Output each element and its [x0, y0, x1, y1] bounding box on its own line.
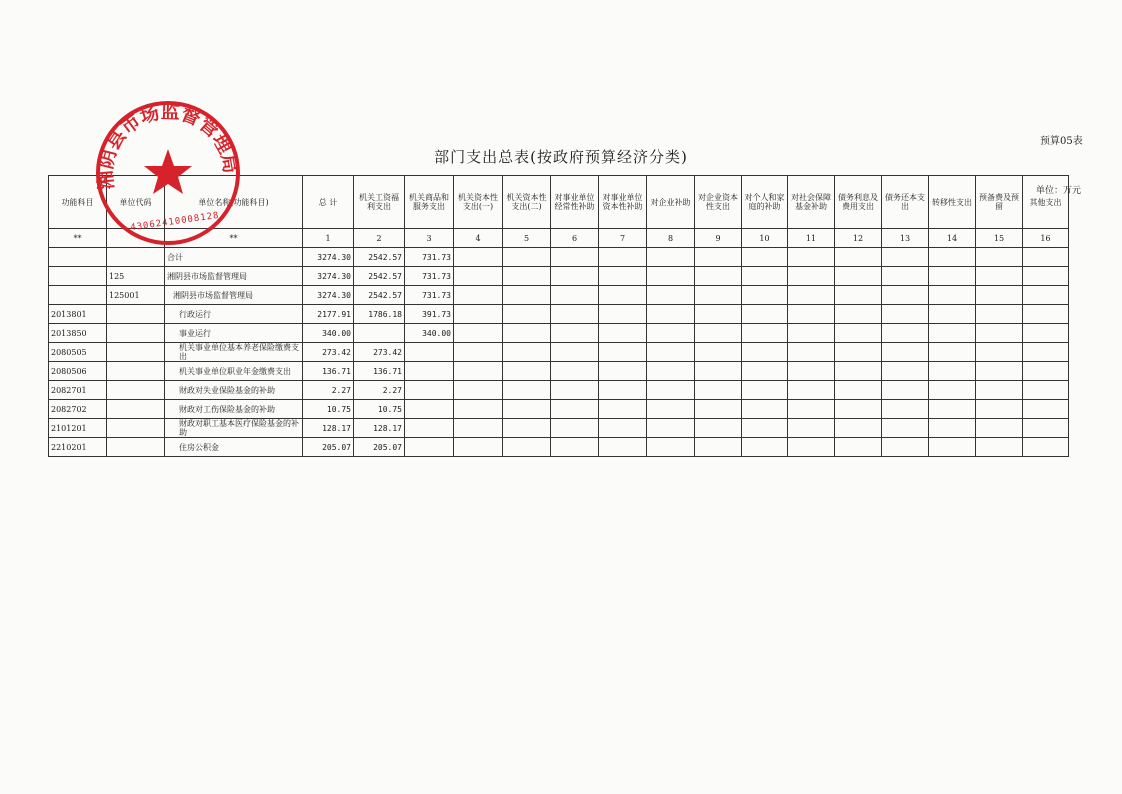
table-cell: 273.42 — [303, 343, 354, 362]
table-cell: 2 — [354, 229, 405, 248]
table-cell: 住房公积金 — [165, 438, 303, 457]
table-cell: 2542.57 — [354, 267, 405, 286]
table-cell — [742, 286, 788, 305]
table-cell: 3274.30 — [303, 248, 354, 267]
table-cell — [454, 324, 503, 343]
table-cell — [976, 324, 1023, 343]
table-cell: 合计 — [165, 248, 303, 267]
table-cell — [976, 400, 1023, 419]
table-cell: 731.73 — [405, 267, 454, 286]
table-cell — [551, 324, 599, 343]
table-cell: 2177.91 — [303, 305, 354, 324]
table-cell — [405, 438, 454, 457]
table-cell — [1023, 248, 1069, 267]
table-cell: 财政对职工基本医疗保险基金的补助 — [165, 419, 303, 438]
table-cell — [503, 305, 551, 324]
table-cell — [1023, 324, 1069, 343]
table-cell: 125 — [107, 267, 165, 286]
table-cell: 湘阴县市场监督管理局 — [165, 286, 303, 305]
table-cell: 2013801 — [49, 305, 107, 324]
table-cell — [503, 248, 551, 267]
table-cell — [647, 381, 695, 400]
table-row — [49, 324, 1069, 343]
table-cell: 机关资本性支出(一) — [454, 176, 503, 229]
table-cell: 2101201 — [49, 419, 107, 438]
table-cell — [599, 267, 647, 286]
table-cell — [454, 248, 503, 267]
table-cell — [882, 419, 929, 438]
table-cell — [929, 343, 976, 362]
table-cell: 对事业单位经常性补助 — [551, 176, 599, 229]
table-cell — [503, 381, 551, 400]
table-cell — [835, 343, 882, 362]
table-cell — [647, 286, 695, 305]
table-cell — [695, 362, 742, 381]
table-cell: 债务还本支出 — [882, 176, 929, 229]
table-cell: 5 — [503, 229, 551, 248]
table-cell: 2013850 — [49, 324, 107, 343]
table-cell: 事业运行 — [165, 324, 303, 343]
table-cell — [354, 324, 405, 343]
table-cell — [1023, 267, 1069, 286]
table-cell — [835, 248, 882, 267]
table-cell — [976, 438, 1023, 457]
table-cell — [695, 419, 742, 438]
table-cell — [599, 286, 647, 305]
table-cell: 1 — [303, 229, 354, 248]
table-cell — [1023, 381, 1069, 400]
table-cell — [882, 305, 929, 324]
table-cell: 4 — [454, 229, 503, 248]
table-cell: 对个人和家庭的补助 — [742, 176, 788, 229]
table-cell: 136.71 — [303, 362, 354, 381]
table-cell — [647, 343, 695, 362]
table-cell — [742, 381, 788, 400]
table-cell — [49, 248, 107, 267]
table-row — [49, 362, 1069, 381]
table-cell: 9 — [695, 229, 742, 248]
table-cell: 340.00 — [405, 324, 454, 343]
table-cell — [882, 248, 929, 267]
table-cell: 13 — [882, 229, 929, 248]
table-cell — [107, 362, 165, 381]
table-cell — [929, 381, 976, 400]
table-cell — [599, 343, 647, 362]
table-cell: 14 — [929, 229, 976, 248]
table-cell — [551, 305, 599, 324]
unit-label: 单位：万元 — [1036, 186, 1082, 196]
table-cell — [551, 419, 599, 438]
table-cell — [454, 267, 503, 286]
table-cell: 10 — [742, 229, 788, 248]
table-cell — [976, 305, 1023, 324]
table-cell — [49, 267, 107, 286]
table-cell: 3 — [405, 229, 454, 248]
table-cell — [835, 381, 882, 400]
table-cell: 对企业补助 — [647, 176, 695, 229]
table-cell — [695, 267, 742, 286]
table-cell: 转移性支出 — [929, 176, 976, 229]
table-cell — [503, 400, 551, 419]
table-cell — [835, 419, 882, 438]
table-cell — [551, 438, 599, 457]
table-cell — [835, 400, 882, 419]
table-cell — [929, 362, 976, 381]
table-cell: 2210201 — [49, 438, 107, 457]
table-cell — [1023, 362, 1069, 381]
seal-ring-text: 湘阴县市场监督管理局 — [94, 100, 242, 191]
table-cell — [107, 419, 165, 438]
table-cell: 128.17 — [303, 419, 354, 438]
table-cell — [695, 305, 742, 324]
table-cell — [788, 438, 835, 457]
table-cell — [929, 248, 976, 267]
table-cell — [929, 324, 976, 343]
table-cell — [788, 324, 835, 343]
table-cell — [882, 267, 929, 286]
table-cell — [454, 343, 503, 362]
table-cell: 湘阴县市场监督管理局 — [165, 267, 303, 286]
table-cell: ** — [165, 229, 303, 248]
table-cell — [788, 419, 835, 438]
table-cell — [647, 400, 695, 419]
table-cell — [976, 362, 1023, 381]
table-cell — [503, 286, 551, 305]
table-cell: 对企业资本性支出 — [695, 176, 742, 229]
table-cell: 205.07 — [303, 438, 354, 457]
table-cell — [695, 324, 742, 343]
table-cell — [976, 419, 1023, 438]
table-cell: 8 — [647, 229, 695, 248]
table-cell: 16 — [1023, 229, 1069, 248]
table-cell — [49, 286, 107, 305]
table-cell — [107, 400, 165, 419]
table-cell — [788, 267, 835, 286]
table-row — [49, 438, 1069, 457]
table-cell — [929, 419, 976, 438]
table-cell — [599, 324, 647, 343]
table-cell — [742, 267, 788, 286]
table-cell: 128.17 — [354, 419, 405, 438]
table-cell — [599, 362, 647, 381]
table-row — [49, 267, 1069, 286]
table-cell — [1023, 343, 1069, 362]
table-cell — [788, 305, 835, 324]
table-cell — [882, 381, 929, 400]
table-cell — [405, 381, 454, 400]
table-cell — [835, 324, 882, 343]
table-cell — [599, 381, 647, 400]
table-cell: 3274.30 — [303, 267, 354, 286]
table-cell — [695, 286, 742, 305]
table-row — [49, 343, 1069, 362]
table-cell: 机关商品和服务支出 — [405, 176, 454, 229]
table-cell: 125001 — [107, 286, 165, 305]
table-cell — [647, 248, 695, 267]
table-cell — [976, 248, 1023, 267]
table-cell — [454, 400, 503, 419]
table-cell — [976, 267, 1023, 286]
table-cell — [551, 381, 599, 400]
seal-number: 430624100081​28 — [129, 210, 221, 234]
table-cell: 1786.18 — [354, 305, 405, 324]
table-cell: 机关事业单位职业年金缴费支出 — [165, 362, 303, 381]
table-cell — [107, 305, 165, 324]
table-cell — [835, 267, 882, 286]
table-index-row — [49, 229, 1069, 248]
table-cell — [835, 438, 882, 457]
table-cell: 其他支出 — [1023, 176, 1069, 229]
table-cell — [107, 343, 165, 362]
page-title: 部门支出总表(按政府预算经济分类) — [434, 148, 688, 166]
table-cell: 单位名称(功能科目) — [165, 176, 303, 229]
table-cell — [1023, 419, 1069, 438]
table-cell — [551, 400, 599, 419]
table-cell — [742, 305, 788, 324]
table-cell — [882, 362, 929, 381]
table-cell — [788, 248, 835, 267]
table-cell — [929, 286, 976, 305]
table-cell — [107, 381, 165, 400]
table-cell — [107, 324, 165, 343]
table-cell — [503, 362, 551, 381]
table-cell: 2542.57 — [354, 248, 405, 267]
table-cell — [405, 419, 454, 438]
table-cell: 2080506 — [49, 362, 107, 381]
table-cell — [882, 400, 929, 419]
table-cell — [788, 343, 835, 362]
table-cell — [405, 343, 454, 362]
table-cell: 10.75 — [354, 400, 405, 419]
table-cell: 731.73 — [405, 248, 454, 267]
table-cell — [695, 248, 742, 267]
table-cell — [599, 248, 647, 267]
table-cell — [742, 438, 788, 457]
table-cell — [551, 362, 599, 381]
table-cell: 机关资本性支出(二) — [503, 176, 551, 229]
table-cell: 731.73 — [405, 286, 454, 305]
table-cell: 7 — [599, 229, 647, 248]
table-cell: 391.73 — [405, 305, 454, 324]
table-row — [49, 286, 1069, 305]
table-cell — [599, 305, 647, 324]
table-cell — [647, 419, 695, 438]
table-cell — [405, 400, 454, 419]
table-cell: 对社会保障基金补助 — [788, 176, 835, 229]
table-cell: 预备费及预留 — [976, 176, 1023, 229]
table-cell — [742, 343, 788, 362]
table-row — [49, 419, 1069, 438]
table-row — [49, 400, 1069, 419]
table-row — [49, 381, 1069, 400]
table-row — [49, 248, 1069, 267]
table-cell — [454, 362, 503, 381]
table-cell: 财政对失业保险基金的补助 — [165, 381, 303, 400]
table-cell — [835, 286, 882, 305]
table-cell: 6 — [551, 229, 599, 248]
table-cell: 136.71 — [354, 362, 405, 381]
table-cell — [742, 419, 788, 438]
table-cell — [882, 343, 929, 362]
table-cell — [976, 381, 1023, 400]
table-cell — [835, 305, 882, 324]
table-cell: ** — [49, 229, 107, 248]
table-cell — [551, 248, 599, 267]
table-cell: 总 计 — [303, 176, 354, 229]
table-cell — [1023, 305, 1069, 324]
table-cell — [976, 286, 1023, 305]
table-cell — [695, 400, 742, 419]
table-cell — [882, 286, 929, 305]
table-cell — [599, 419, 647, 438]
table-cell — [551, 286, 599, 305]
table-cell: 2.27 — [303, 381, 354, 400]
table-cell: 273.42 — [354, 343, 405, 362]
table-cell — [503, 419, 551, 438]
table-cell — [1023, 286, 1069, 305]
table-cell — [503, 438, 551, 457]
table-cell — [742, 400, 788, 419]
table-cell — [835, 362, 882, 381]
table-cell — [647, 438, 695, 457]
table-cell — [454, 438, 503, 457]
table-cell — [929, 438, 976, 457]
table-cell — [788, 381, 835, 400]
table-cell: 11 — [788, 229, 835, 248]
table-cell — [1023, 400, 1069, 419]
table-cell: 2082702 — [49, 400, 107, 419]
table-cell: 15 — [976, 229, 1023, 248]
table-cell — [405, 362, 454, 381]
table-cell: 205.07 — [354, 438, 405, 457]
table-cell — [929, 400, 976, 419]
table-cell — [929, 267, 976, 286]
table-cell: 12 — [835, 229, 882, 248]
table-cell: 对事业单位资本性补助 — [599, 176, 647, 229]
table-cell — [695, 438, 742, 457]
table-cell — [929, 305, 976, 324]
table-cell — [503, 343, 551, 362]
table-cell: 2082701 — [49, 381, 107, 400]
table-cell — [107, 248, 165, 267]
table-cell — [742, 324, 788, 343]
table-cell — [788, 362, 835, 381]
table-cell: 机关工资福利支出 — [354, 176, 405, 229]
table-cell — [599, 400, 647, 419]
table-cell — [503, 324, 551, 343]
table-cell — [454, 419, 503, 438]
table-cell — [551, 267, 599, 286]
table-cell — [454, 305, 503, 324]
table-cell — [788, 400, 835, 419]
table-cell: 340.00 — [303, 324, 354, 343]
table-cell: 债务利息及费用支出 — [835, 176, 882, 229]
table-cell: 行政运行 — [165, 305, 303, 324]
table-cell — [551, 343, 599, 362]
table-cell — [976, 343, 1023, 362]
table-cell — [742, 362, 788, 381]
table-cell — [503, 267, 551, 286]
table-cell — [454, 286, 503, 305]
table-cell — [882, 324, 929, 343]
table-cell — [695, 343, 742, 362]
table-cell — [454, 381, 503, 400]
table-cell — [1023, 438, 1069, 457]
table-cell: 机关事业单位基本养老保险缴费支出 — [165, 343, 303, 362]
table-cell — [742, 248, 788, 267]
table-cell — [599, 438, 647, 457]
table-cell: 3274.30 — [303, 286, 354, 305]
form-number: 预算05表 — [1040, 136, 1083, 147]
table-row — [49, 305, 1069, 324]
table-cell: 10.75 — [303, 400, 354, 419]
table-cell: 2542.57 — [354, 286, 405, 305]
table-cell — [882, 438, 929, 457]
table-cell: 功能科目 — [49, 176, 107, 229]
table-cell — [647, 362, 695, 381]
table-cell: 2.27 — [354, 381, 405, 400]
table-cell — [107, 438, 165, 457]
table-cell — [788, 286, 835, 305]
table-cell — [695, 381, 742, 400]
table-cell: 单位代码 — [107, 176, 165, 229]
table-cell: 财政对工伤保险基金的补助 — [165, 400, 303, 419]
table-cell: 2080505 — [49, 343, 107, 362]
table-cell — [647, 305, 695, 324]
table-cell — [647, 324, 695, 343]
table-cell — [647, 267, 695, 286]
